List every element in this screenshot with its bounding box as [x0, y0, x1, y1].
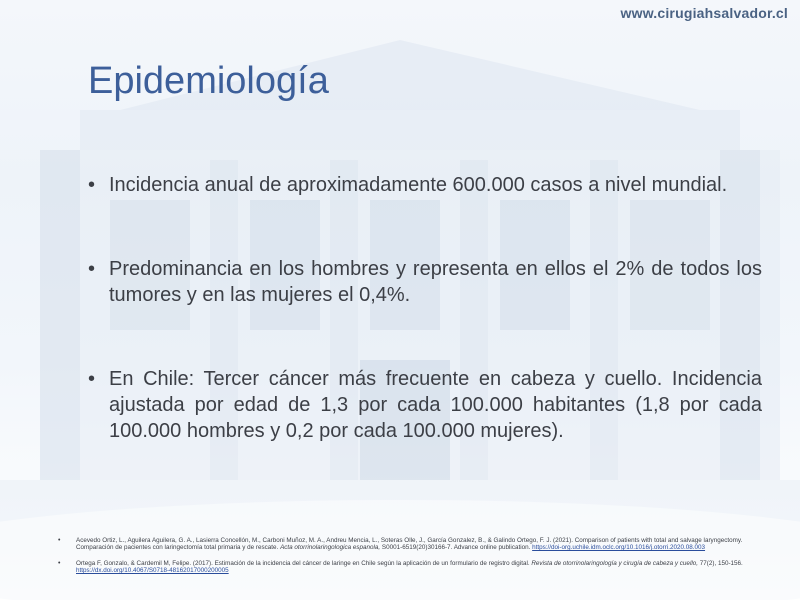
bullet-item: • Predominancia en los hombres y representa en ellos el 2% de todos los tumores y en las mujeres el 0,4%. — [88, 256, 762, 308]
reference-link[interactable]: https://doi-org.uchile.idm.oclc.org/10.1016/j.otorri.2020.08.003 — [532, 544, 706, 551]
slide-title: Epidemiología — [88, 60, 329, 102]
bullet-item: • Incidencia anual de aproximadamente 600.000 casos a nivel mundial. — [88, 172, 762, 198]
bullet-item: • En Chile: Tercer cáncer más frecuente en cabeza y cuello. Incidencia ajustada por edad de 1,3 por cada 100.000 habitantes (1,8 por cada 100.000 hombres y 0,2 por cada 100.000 mujeres). — [88, 366, 762, 444]
reference-journal: Acta otorrinolaringologica espanola, — [280, 544, 381, 551]
site-url: www.cirugiahsalvador.cl — [620, 5, 788, 21]
reference-text: Ortega F, Gonzalo, & Cardemil M, Felipe. (2017). Estimación de la incidencia del cáncer de laringe en Chile según la aplicación de un formulario de registro digital. — [76, 560, 532, 567]
reference-text: Acevedo Ortiz, L., Aguilera Aguilera, G. A., Lasierra Concellón, M., Carboni Muñoz, M. A., Andreu Mencia, L., Soteras Olle, J., García Gonzalez, B., & Galindo Ortego, F. J. (2021). Comparison of patients with total and salvage laryngectomy. Comparación de pacientes con laringectomía total primaria y de rescate. — [76, 537, 743, 551]
reference-item — [58, 537, 748, 551]
reference-journal: Revista de otorrinolaringología y cirugía de cabeza y cuello, — [531, 560, 698, 567]
reference-tail: 77(2), 150-156. — [698, 560, 743, 567]
reference-item — [58, 560, 748, 574]
bullet-list — [88, 172, 762, 502]
reference-tail: S0001-6519(20)30166-7. Advance online publication. — [380, 544, 533, 551]
reference-link[interactable]: https://dx.doi.org/10.4067/S0718-48162017000200005 — [76, 567, 229, 574]
references-list — [58, 537, 748, 583]
